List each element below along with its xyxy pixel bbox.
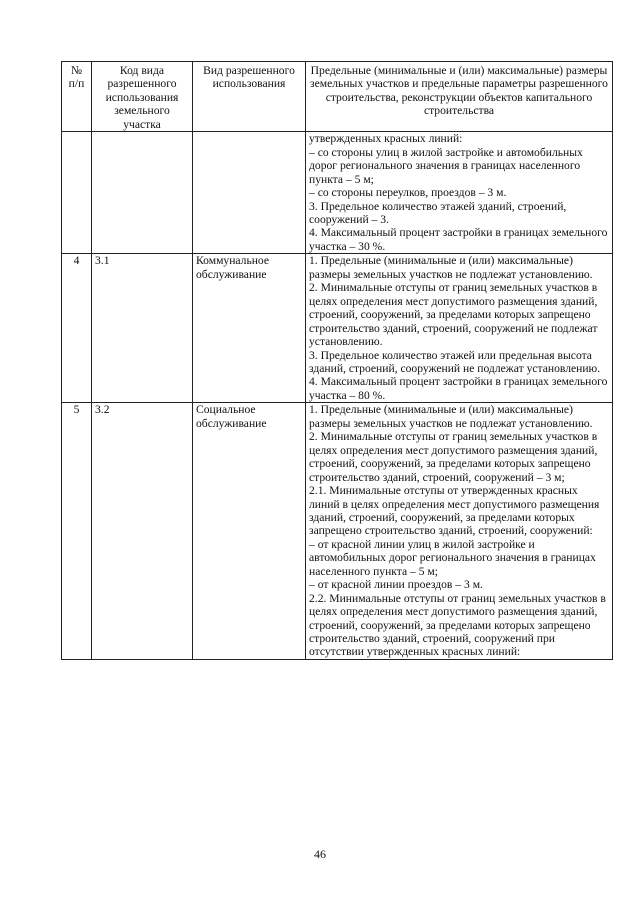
row-code: 3.1 (92, 254, 193, 403)
row-number: 5 (62, 403, 92, 660)
parameter-line: – от красной линии улиц в жилой застройке и автомобильных дорог регионального значения в границах населенного пункта – 5 м; (309, 537, 596, 578)
row-number (62, 132, 92, 254)
header-use-type: Вид разрешенного использования (193, 62, 306, 132)
parameter-line: 1. Предельные (минимальные и (или) максимальные) размеры земельных участков не подлежат установлению. (309, 403, 593, 430)
parameter-line: 2.2. Минимальные отступы от границ земельных участков в целях определения мест допустимого размещения зданий, строений, сооружений, за пределами которых запрещено строительство зданий, строений, сооружений при отсутствии утвержденных красных линий: (309, 591, 606, 659)
row-parameters (306, 403, 613, 660)
table-header-row (62, 62, 613, 132)
table-row (62, 254, 613, 403)
row-use-type (193, 132, 306, 254)
row-parameters (306, 254, 613, 403)
parameter-line: – со стороны переулков, проездов – 3 м. (309, 186, 507, 200)
header-code: Код вида разрешенного использования земельного участка (92, 62, 193, 132)
parameter-line: 3. Предельное количество этажей зданий, строений, сооружений – 3. (309, 199, 567, 226)
row-number: 4 (62, 254, 92, 403)
parameter-line: 2.1. Минимальные отступы от утвержденных красных линий в целях определения мест допустимого размещения зданий, строений, сооружений, за пределами которых запрещено строительство зданий, строений, сооружений: (309, 484, 600, 538)
parameter-line: 4. Максимальный процент застройки в границах земельного участка – 30 %. (309, 226, 608, 253)
row-use-type: Социальное обслуживание (193, 403, 306, 660)
parameter-line: – от красной линии проездов – 3 м. (309, 578, 483, 592)
row-use-type: Коммунальное обслуживание (193, 254, 306, 403)
table-row (62, 403, 613, 660)
parameter-line: 1. Предельные (минимальные и (или) максимальные) размеры земельных участков не подлежат установлению. (309, 254, 593, 281)
header-parameters: Предельные (минимальные и (или) максимальные) размеры земельных участков и предельные параметры разрешенного строительства, реконструкции объектов капитального строительства (306, 62, 613, 132)
regulations-table (61, 61, 613, 660)
parameter-line: утвержденных красных линий: (309, 132, 463, 146)
parameter-line: 3. Предельное количество этажей или предельная высота зданий, строений, сооружений не подлежат установлению. (309, 348, 601, 375)
parameter-line: – со стороны улиц в жилой застройке и автомобильных дорог регионального значения в границах населенного пункта – 5 м; (309, 145, 583, 186)
table-row (62, 132, 613, 254)
page-number: 46 (314, 847, 326, 861)
row-code: 3.2 (92, 403, 193, 660)
parameter-line: 4. Максимальный процент застройки в границах земельного участка – 80 %. (309, 375, 608, 402)
row-code (92, 132, 193, 254)
header-number: № п/п (62, 62, 92, 132)
parameter-line: 2. Минимальные отступы от границ земельных участков в целях определения мест допустимого размещения зданий, строений, сооружений, за пределами которых запрещено строительство зданий, строений, сооружений – 3 м; (309, 430, 598, 484)
parameter-line: 2. Минимальные отступы от границ земельных участков в целях определения мест допустимого размещения зданий, строений, сооружений, за пределами которых запрещено строительство зданий, строений, сооружений не подлежат установлению. (309, 281, 598, 349)
row-parameters (306, 132, 613, 254)
